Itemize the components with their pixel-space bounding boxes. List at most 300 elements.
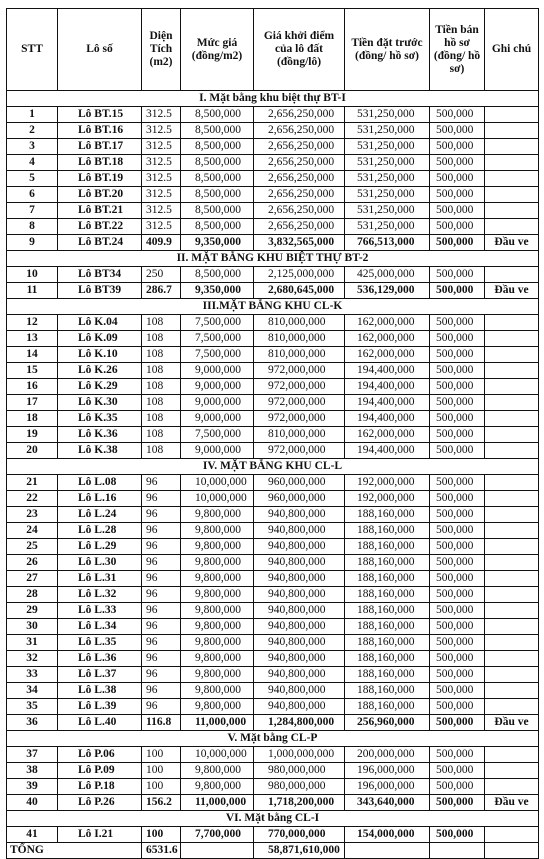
cell-price: 8,500,000 [181, 187, 254, 203]
cell-fee: 500,000 [430, 523, 485, 539]
cell-lot: Lô BT.19 [58, 171, 142, 187]
cell-price: 9,800,000 [181, 603, 254, 619]
cell-price: 9,800,000 [181, 507, 254, 523]
cell-stt: 17 [7, 395, 58, 411]
cell-deposit: 531,250,000 [345, 219, 430, 235]
cell-note [485, 779, 539, 795]
cell-area: 108 [142, 331, 181, 347]
cell-deposit: 154,000,000 [345, 827, 430, 843]
cell-area: 286.7 [142, 283, 181, 299]
cell-lot: Lô L.16 [58, 491, 142, 507]
cell-lot: Lô P.18 [58, 779, 142, 795]
cell-lot: Lô K.35 [58, 411, 142, 427]
cell-start-price: 810,000,000 [254, 315, 345, 331]
lot-table-document [6, 8, 539, 859]
cell-start-price: 960,000,000 [254, 475, 345, 491]
cell-fee: 500,000 [430, 779, 485, 795]
cell-start-price: 972,000,000 [254, 411, 345, 427]
cell-fee: 500,000 [430, 667, 485, 683]
section-title: I. Mặt bằng khu biệt thự BT-I [7, 91, 539, 107]
cell-deposit: 766,513,000 [345, 235, 430, 251]
cell-start-price: 1,718,200,000 [254, 795, 345, 811]
cell-lot: Lô K.04 [58, 315, 142, 331]
table-row [7, 603, 539, 619]
cell-area: 312.5 [142, 107, 181, 123]
cell-fee: 500,000 [430, 379, 485, 395]
cell-fee: 500,000 [430, 491, 485, 507]
cell-area: 96 [142, 667, 181, 683]
cell-stt: 1 [7, 107, 58, 123]
cell-area: 96 [142, 619, 181, 635]
cell-area: 96 [142, 507, 181, 523]
cell-deposit: 536,129,000 [345, 283, 430, 299]
cell-lot: Lô L.30 [58, 555, 142, 571]
cell-stt: 27 [7, 571, 58, 587]
cell-stt: 33 [7, 667, 58, 683]
cell-price: 9,800,000 [181, 635, 254, 651]
cell-deposit: 188,160,000 [345, 667, 430, 683]
cell-deposit: 343,640,000 [345, 795, 430, 811]
cell-deposit: 188,160,000 [345, 507, 430, 523]
cell-area: 156.2 [142, 795, 181, 811]
cell-start-price: 980,000,000 [254, 763, 345, 779]
cell-stt: 9 [7, 235, 58, 251]
cell-deposit: 188,160,000 [345, 683, 430, 699]
cell-fee: 500,000 [430, 683, 485, 699]
cell-note [485, 555, 539, 571]
cell-deposit: 531,250,000 [345, 139, 430, 155]
cell-lot: Lô K.30 [58, 395, 142, 411]
table-row [7, 747, 539, 763]
cell-start-price: 972,000,000 [254, 363, 345, 379]
cell-price: 9,800,000 [181, 699, 254, 715]
cell-price: 9,800,000 [181, 651, 254, 667]
cell-stt: 18 [7, 411, 58, 427]
header-deposit: Tiền đặt trước (đồng/ hồ sơ) [345, 9, 430, 91]
cell-start-price: 940,800,000 [254, 699, 345, 715]
cell-lot: Lô L.31 [58, 571, 142, 587]
cell-fee: 500,000 [430, 507, 485, 523]
cell-deposit: 162,000,000 [345, 331, 430, 347]
cell-note [485, 427, 539, 443]
cell-fee: 500,000 [430, 267, 485, 283]
cell-price: 9,000,000 [181, 411, 254, 427]
cell-price: 10,000,000 [181, 491, 254, 507]
cell-price: 9,000,000 [181, 443, 254, 459]
cell-stt: 13 [7, 331, 58, 347]
cell-fee: 500,000 [430, 571, 485, 587]
cell-note [485, 139, 539, 155]
cell-price: 8,500,000 [181, 139, 254, 155]
cell-fee: 500,000 [430, 539, 485, 555]
cell-area: 96 [142, 699, 181, 715]
cell-area: 312.5 [142, 171, 181, 187]
cell-price: 9,800,000 [181, 683, 254, 699]
cell-fee: 500,000 [430, 139, 485, 155]
cell-area: 96 [142, 491, 181, 507]
cell-start-price: 940,800,000 [254, 635, 345, 651]
cell-start-price: 972,000,000 [254, 379, 345, 395]
cell-note [485, 395, 539, 411]
cell-lot: Lô L.35 [58, 635, 142, 651]
cell-fee: 500,000 [430, 219, 485, 235]
table-row [7, 235, 539, 251]
cell-start-price: 940,800,000 [254, 667, 345, 683]
cell-lot: Lô L.38 [58, 683, 142, 699]
cell-start-price: 2,656,250,000 [254, 155, 345, 171]
table-row [7, 411, 539, 427]
cell-area: 312.5 [142, 187, 181, 203]
section-title: V. Mặt bằng CL-P [7, 731, 539, 747]
cell-deposit: 194,400,000 [345, 363, 430, 379]
cell-note [485, 507, 539, 523]
cell-deposit: 531,250,000 [345, 203, 430, 219]
cell-fee: 500,000 [430, 619, 485, 635]
cell-deposit: 188,160,000 [345, 635, 430, 651]
table-row [7, 539, 539, 555]
table-row [7, 443, 539, 459]
cell-stt: 39 [7, 779, 58, 795]
cell-lot: Lô BT.20 [58, 187, 142, 203]
cell-lot: Lô BT.22 [58, 219, 142, 235]
cell-stt: 25 [7, 539, 58, 555]
cell-price: 9,350,000 [181, 235, 254, 251]
cell-note [485, 651, 539, 667]
cell-lot: Lô P.26 [58, 795, 142, 811]
cell-stt: 12 [7, 315, 58, 331]
cell-deposit: 256,960,000 [345, 715, 430, 731]
cell-lot: Lô BT34 [58, 267, 142, 283]
cell-area: 96 [142, 683, 181, 699]
cell-area: 96 [142, 523, 181, 539]
cell-price: 8,500,000 [181, 219, 254, 235]
cell-price: 8,500,000 [181, 155, 254, 171]
cell-note [485, 331, 539, 347]
table-row [7, 283, 539, 299]
cell-fee: 500,000 [430, 427, 485, 443]
table-row [7, 347, 539, 363]
table-row [7, 587, 539, 603]
header-stt: STT [7, 9, 58, 91]
cell-stt: 22 [7, 491, 58, 507]
cell-area: 96 [142, 555, 181, 571]
cell-area: 96 [142, 539, 181, 555]
cell-start-price: 2,656,250,000 [254, 203, 345, 219]
cell-stt: 7 [7, 203, 58, 219]
cell-note [485, 315, 539, 331]
cell-start-price: 972,000,000 [254, 443, 345, 459]
section-row [7, 459, 539, 475]
cell-note [485, 475, 539, 491]
total-empty [181, 843, 254, 859]
section-title: IV. MẶT BẰNG KHU CL-L [7, 459, 539, 475]
cell-stt: 40 [7, 795, 58, 811]
cell-start-price: 2,656,250,000 [254, 171, 345, 187]
cell-deposit: 194,400,000 [345, 395, 430, 411]
cell-start-price: 940,800,000 [254, 587, 345, 603]
cell-lot: Lô K.26 [58, 363, 142, 379]
cell-note [485, 667, 539, 683]
cell-note [485, 763, 539, 779]
cell-lot: Lô L.28 [58, 523, 142, 539]
cell-note [485, 219, 539, 235]
cell-deposit: 162,000,000 [345, 427, 430, 443]
cell-price: 7,500,000 [181, 347, 254, 363]
cell-price: 7,500,000 [181, 315, 254, 331]
cell-stt: 10 [7, 267, 58, 283]
cell-lot: Lô K.29 [58, 379, 142, 395]
cell-start-price: 2,656,250,000 [254, 123, 345, 139]
table-row [7, 203, 539, 219]
cell-fee: 500,000 [430, 155, 485, 171]
cell-start-price: 810,000,000 [254, 331, 345, 347]
cell-stt: 32 [7, 651, 58, 667]
cell-stt: 37 [7, 747, 58, 763]
cell-deposit: 162,000,000 [345, 347, 430, 363]
cell-deposit: 196,000,000 [345, 763, 430, 779]
cell-start-price: 2,656,250,000 [254, 139, 345, 155]
cell-price: 7,700,000 [181, 827, 254, 843]
cell-start-price: 2,656,250,000 [254, 107, 345, 123]
cell-stt: 26 [7, 555, 58, 571]
cell-note [485, 619, 539, 635]
cell-price: 8,500,000 [181, 107, 254, 123]
cell-start-price: 3,832,565,000 [254, 235, 345, 251]
table-row [7, 667, 539, 683]
cell-start-price: 810,000,000 [254, 427, 345, 443]
cell-start-price: 810,000,000 [254, 347, 345, 363]
table-row [7, 827, 539, 843]
cell-price: 9,800,000 [181, 587, 254, 603]
table-row [7, 427, 539, 443]
cell-fee: 500,000 [430, 587, 485, 603]
cell-fee: 500,000 [430, 331, 485, 347]
cell-area: 116.8 [142, 715, 181, 731]
cell-fee: 500,000 [430, 795, 485, 811]
lot-price-table [6, 8, 539, 859]
section-title: III.MẶT BẰNG KHU CL-K [7, 299, 539, 315]
cell-note [485, 603, 539, 619]
cell-stt: 20 [7, 443, 58, 459]
cell-note [485, 523, 539, 539]
cell-price: 9,800,000 [181, 667, 254, 683]
total-start-price: 58,871,610,000 [254, 843, 345, 859]
cell-price: 9,800,000 [181, 539, 254, 555]
total-empty [485, 843, 539, 859]
cell-note [485, 539, 539, 555]
cell-area: 108 [142, 347, 181, 363]
section-row [7, 299, 539, 315]
cell-fee: 500,000 [430, 107, 485, 123]
cell-fee: 500,000 [430, 203, 485, 219]
cell-stt: 8 [7, 219, 58, 235]
cell-deposit: 188,160,000 [345, 555, 430, 571]
table-row [7, 475, 539, 491]
cell-area: 100 [142, 747, 181, 763]
total-label: TỔNG [7, 843, 142, 859]
cell-start-price: 2,680,645,000 [254, 283, 345, 299]
cell-lot: Lô BT.18 [58, 155, 142, 171]
cell-price: 9,350,000 [181, 283, 254, 299]
cell-area: 108 [142, 315, 181, 331]
cell-lot: Lô K.10 [58, 347, 142, 363]
cell-area: 96 [142, 571, 181, 587]
cell-note [485, 187, 539, 203]
table-row [7, 651, 539, 667]
cell-start-price: 940,800,000 [254, 603, 345, 619]
table-row [7, 699, 539, 715]
cell-deposit: 194,400,000 [345, 379, 430, 395]
cell-start-price: 940,800,000 [254, 651, 345, 667]
cell-start-price: 940,800,000 [254, 619, 345, 635]
cell-lot: Lô L.08 [58, 475, 142, 491]
table-row [7, 555, 539, 571]
cell-note [485, 699, 539, 715]
cell-stt: 23 [7, 507, 58, 523]
table-row [7, 155, 539, 171]
table-row [7, 779, 539, 795]
cell-note [485, 107, 539, 123]
cell-lot: Lô BT.16 [58, 123, 142, 139]
cell-start-price: 972,000,000 [254, 395, 345, 411]
cell-lot: Lô L.34 [58, 619, 142, 635]
total-row [7, 843, 539, 859]
cell-lot: Lô L.29 [58, 539, 142, 555]
cell-note [485, 747, 539, 763]
section-title: VI. Mặt bằng CL-I [7, 811, 539, 827]
header-price: Mức giá (đồng/m2) [181, 9, 254, 91]
cell-price: 9,000,000 [181, 363, 254, 379]
cell-area: 96 [142, 603, 181, 619]
cell-price: 11,000,000 [181, 715, 254, 731]
cell-price: 9,800,000 [181, 619, 254, 635]
cell-area: 312.5 [142, 139, 181, 155]
table-row [7, 683, 539, 699]
cell-stt: 2 [7, 123, 58, 139]
cell-note [485, 171, 539, 187]
table-row [7, 315, 539, 331]
cell-stt: 29 [7, 603, 58, 619]
header-row [7, 9, 539, 91]
cell-area: 312.5 [142, 219, 181, 235]
cell-fee: 500,000 [430, 283, 485, 299]
cell-stt: 11 [7, 283, 58, 299]
cell-stt: 3 [7, 139, 58, 155]
cell-fee: 500,000 [430, 475, 485, 491]
header-fee: Tiền bán hồ sơ (đồng/ hồ sơ) [430, 9, 485, 91]
cell-start-price: 940,800,000 [254, 571, 345, 587]
table-row [7, 363, 539, 379]
cell-start-price: 940,800,000 [254, 555, 345, 571]
table-row [7, 379, 539, 395]
cell-fee: 500,000 [430, 363, 485, 379]
table-row [7, 619, 539, 635]
cell-deposit: 188,160,000 [345, 539, 430, 555]
cell-start-price: 940,800,000 [254, 523, 345, 539]
cell-price: 11,000,000 [181, 795, 254, 811]
cell-stt: 5 [7, 171, 58, 187]
cell-fee: 500,000 [430, 443, 485, 459]
cell-note [485, 827, 539, 843]
section-title: II. MẶT BẰNG KHU BIỆT THỰ BT-2 [7, 251, 539, 267]
table-row [7, 491, 539, 507]
cell-fee: 500,000 [430, 827, 485, 843]
cell-start-price: 940,800,000 [254, 507, 345, 523]
cell-lot: Lô L.36 [58, 651, 142, 667]
cell-note: Đầu ve [485, 715, 539, 731]
cell-area: 108 [142, 379, 181, 395]
cell-deposit: 194,400,000 [345, 443, 430, 459]
cell-deposit: 188,160,000 [345, 523, 430, 539]
cell-deposit: 425,000,000 [345, 267, 430, 283]
cell-stt: 28 [7, 587, 58, 603]
cell-lot: Lô L.32 [58, 587, 142, 603]
cell-price: 10,000,000 [181, 475, 254, 491]
cell-deposit: 531,250,000 [345, 123, 430, 139]
cell-lot: Lô L.33 [58, 603, 142, 619]
cell-deposit: 188,160,000 [345, 571, 430, 587]
cell-start-price: 770,000,000 [254, 827, 345, 843]
cell-deposit: 188,160,000 [345, 651, 430, 667]
cell-fee: 500,000 [430, 635, 485, 651]
cell-area: 108 [142, 443, 181, 459]
cell-note [485, 363, 539, 379]
cell-deposit: 200,000,000 [345, 747, 430, 763]
cell-area: 108 [142, 395, 181, 411]
section-row [7, 731, 539, 747]
section-row [7, 251, 539, 267]
cell-lot: Lô P.06 [58, 747, 142, 763]
cell-lot: Lô P.09 [58, 763, 142, 779]
table-row [7, 795, 539, 811]
cell-price: 8,500,000 [181, 171, 254, 187]
cell-fee: 500,000 [430, 555, 485, 571]
cell-lot: Lô BT.17 [58, 139, 142, 155]
header-area: Diện Tích (m2) [142, 9, 181, 91]
cell-stt: 15 [7, 363, 58, 379]
cell-start-price: 1,284,800,000 [254, 715, 345, 731]
cell-area: 96 [142, 635, 181, 651]
cell-lot: Lô I.21 [58, 827, 142, 843]
cell-fee: 500,000 [430, 347, 485, 363]
cell-lot: Lô BT.21 [58, 203, 142, 219]
header-note: Ghi chú [485, 9, 539, 91]
table-row [7, 523, 539, 539]
cell-start-price: 2,656,250,000 [254, 219, 345, 235]
cell-area: 96 [142, 651, 181, 667]
table-row [7, 187, 539, 203]
cell-note [485, 347, 539, 363]
cell-stt: 30 [7, 619, 58, 635]
table-row [7, 331, 539, 347]
cell-deposit: 531,250,000 [345, 171, 430, 187]
cell-deposit: 188,160,000 [345, 619, 430, 635]
cell-lot: Lô K.36 [58, 427, 142, 443]
table-row [7, 219, 539, 235]
cell-area: 100 [142, 779, 181, 795]
cell-lot: Lô L.37 [58, 667, 142, 683]
cell-stt: 14 [7, 347, 58, 363]
section-row [7, 91, 539, 107]
cell-stt: 36 [7, 715, 58, 731]
cell-price: 8,500,000 [181, 203, 254, 219]
cell-area: 312.5 [142, 155, 181, 171]
cell-start-price: 2,656,250,000 [254, 187, 345, 203]
cell-area: 409.9 [142, 235, 181, 251]
cell-fee: 500,000 [430, 315, 485, 331]
table-body [7, 91, 539, 859]
cell-price: 7,500,000 [181, 331, 254, 347]
